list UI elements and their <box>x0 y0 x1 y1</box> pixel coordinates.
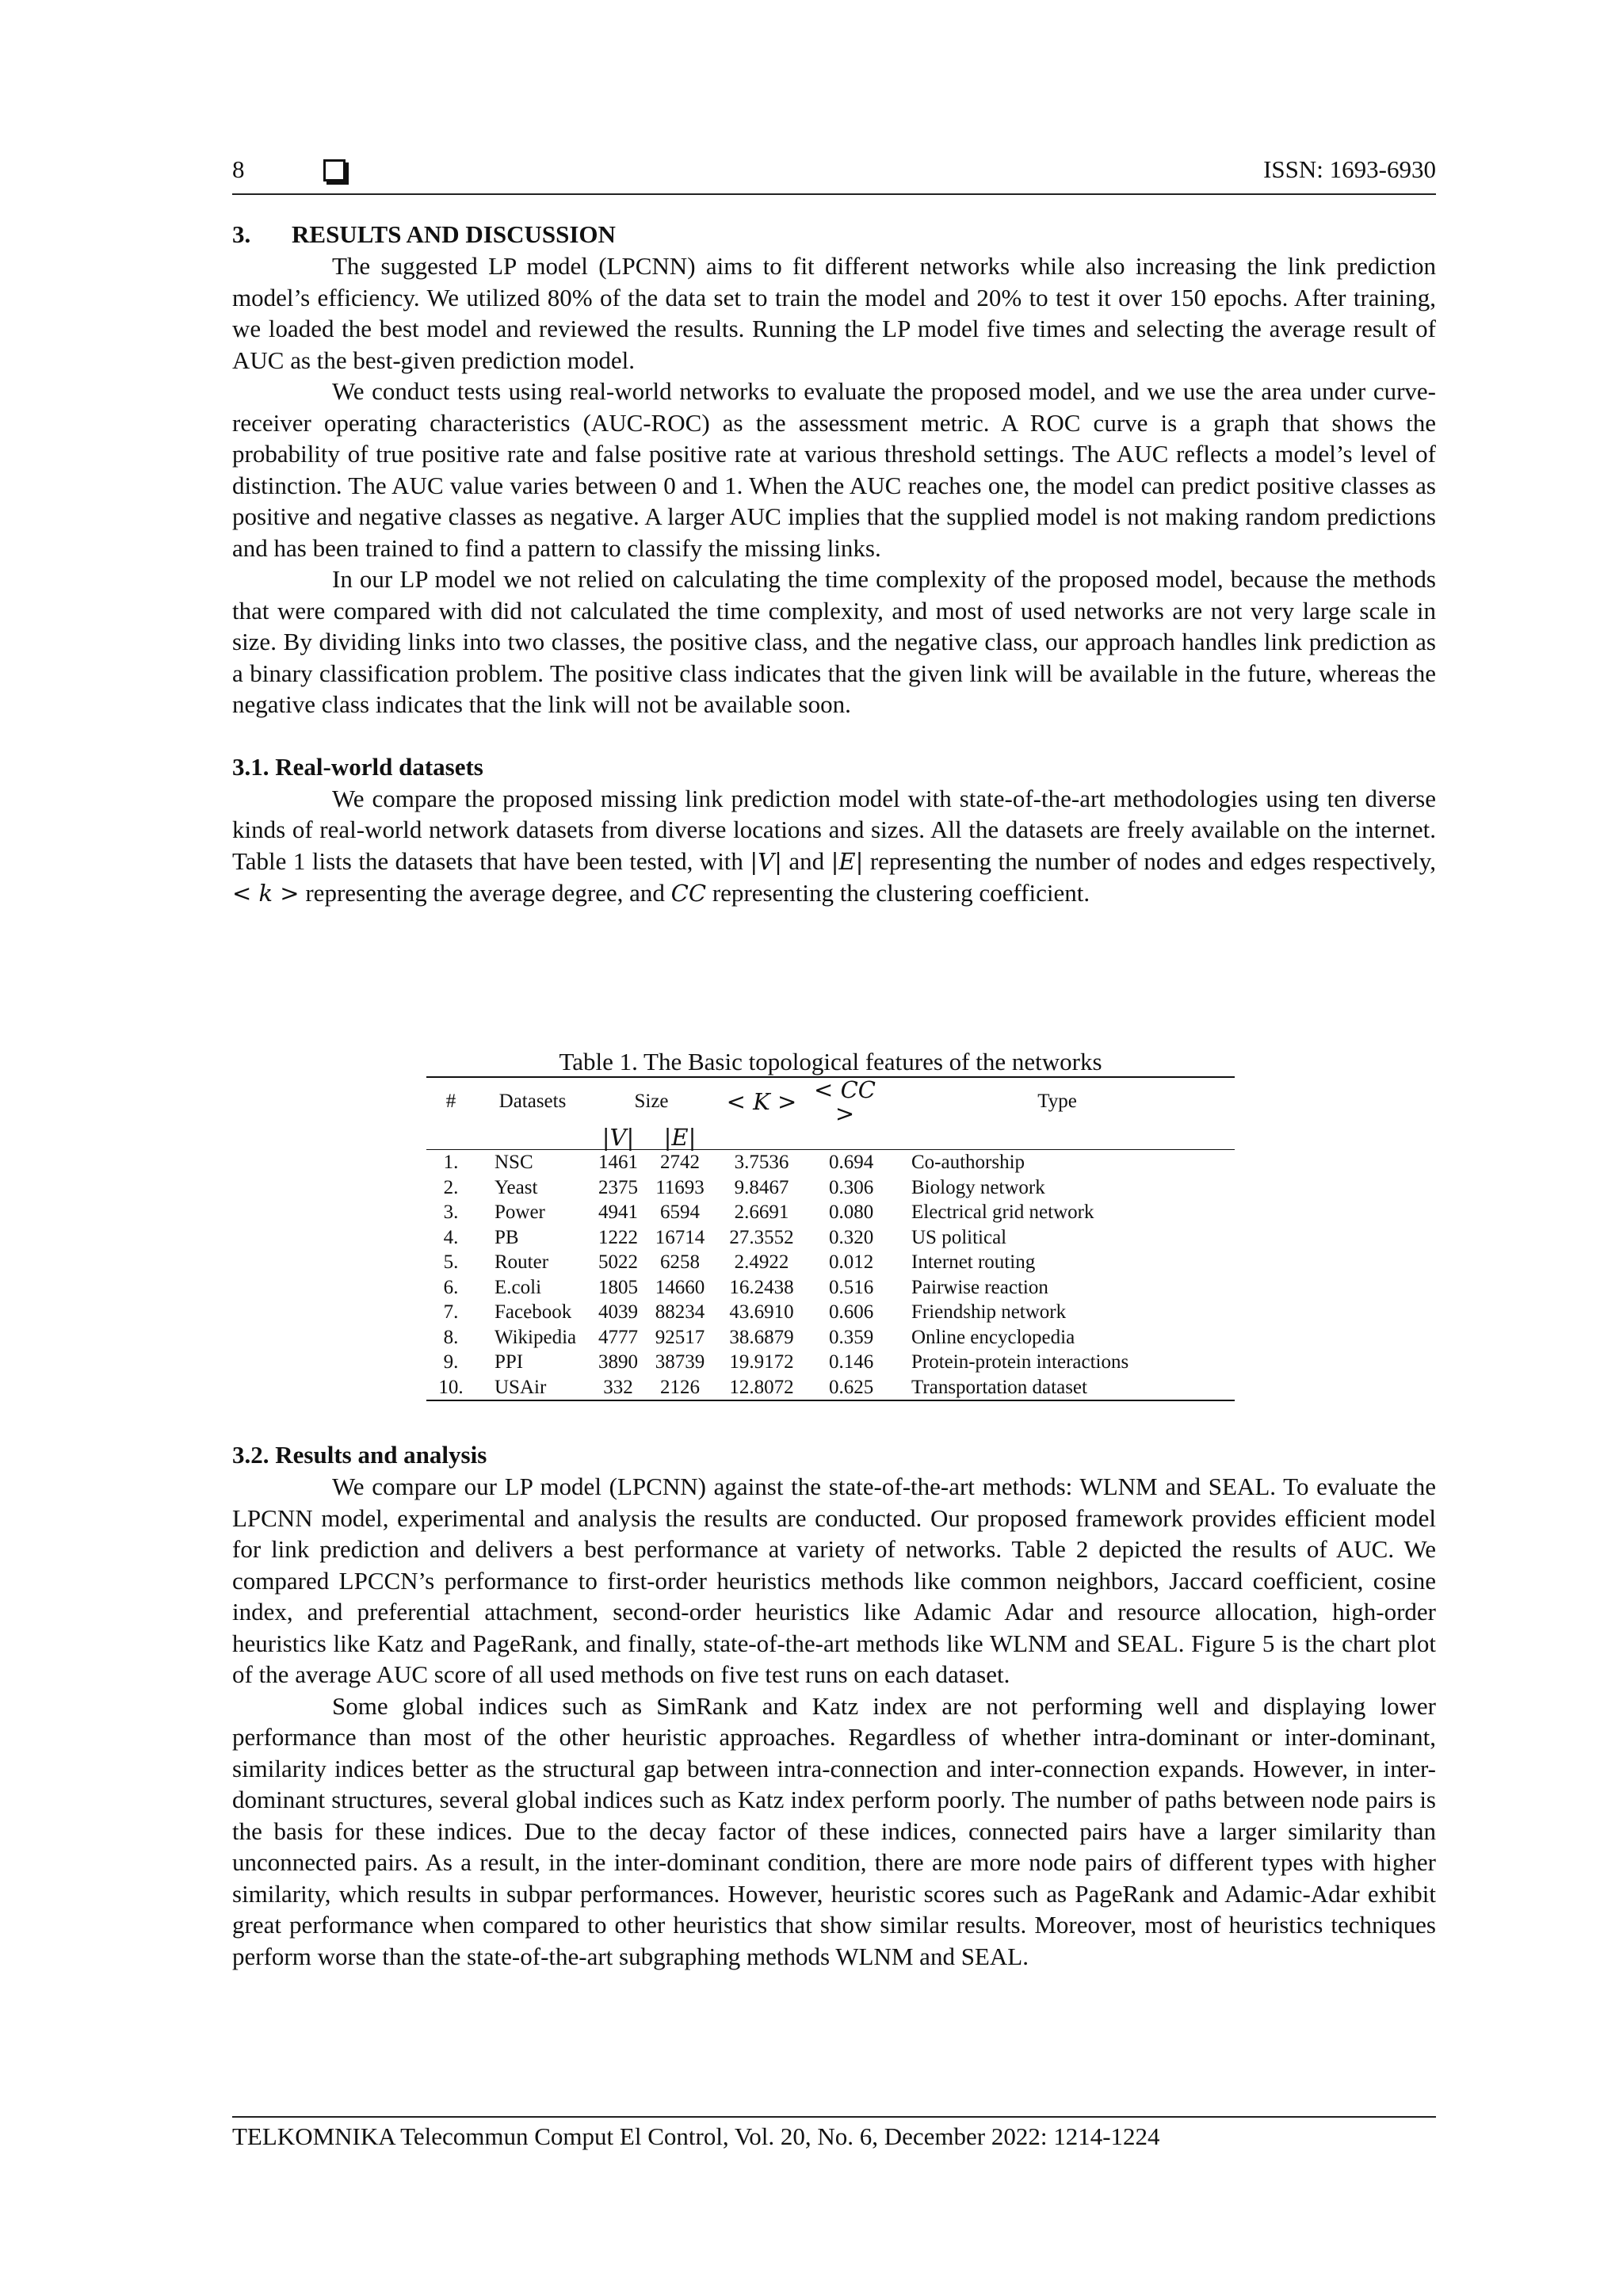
cell-e: 38739 <box>655 1351 705 1373</box>
header-v: |V| <box>590 1125 647 1150</box>
cell-type: Pairwise reaction <box>911 1276 1048 1298</box>
table-row <box>426 1375 1235 1401</box>
table-row <box>426 1150 1235 1175</box>
cell-type: US political <box>911 1226 1007 1248</box>
results-content <box>232 1439 1436 1972</box>
cell-name: E.coli <box>495 1276 542 1298</box>
cell-type: Online encyclopedia <box>911 1326 1075 1348</box>
table-row <box>426 1175 1235 1201</box>
cell-e: 88234 <box>655 1301 705 1323</box>
cell-num: 2. <box>443 1176 459 1198</box>
paragraph-intro-2: We conduct tests using real-world networks to evaluate the proposed model, and we use the area under curve-receiver operating characteristics (AUC-ROC) as the assessment metric. A ROC curve is a graph that shows the probability of true positive rate and false positive rate at various threshold settings. The AUC reflects a model’s level of distinction. The AUC value varies between 0 and 1. When the AUC reaches one, the model can predict positive classes as positive and negative classes as negative. A larger AUC implies that the supplied model is not making random predictions and has been trained to find a pattern to classify the missing links. <box>232 377 1436 562</box>
cell-name: USAir <box>495 1376 547 1398</box>
table-row <box>426 1225 1235 1251</box>
cell-type: Transportation dataset <box>911 1376 1087 1398</box>
text-part: We compare the proposed missing link prediction model with state-of-the-art methodologies using ten diverse kinds of real-world network datasets from diverse locations and sizes. All the datasets are freely available on the internet. Table 1 lists the datasets that have been tested, with <box>232 784 1436 875</box>
cell-num: 10. <box>438 1376 464 1398</box>
cell-v: 4039 <box>598 1301 638 1323</box>
table1-block <box>426 1048 1235 1401</box>
header-num: # <box>445 1091 456 1112</box>
paragraph-datasets <box>232 783 1436 910</box>
cell-v: 3890 <box>598 1351 638 1373</box>
cell-k: 38.6879 <box>729 1326 794 1348</box>
cell-k: 19.9172 <box>729 1351 794 1373</box>
text-part: representing the average degree, and <box>299 879 671 907</box>
paragraph-results-2: Some global indices such as SimRank and Katz index are not performing well and displaying lower performance than most of the other heuristic approaches. Regardless of whether intra-dominant or inter-dominant, similarity indices better as the structural gap between intra-connection and inter-connection expands. However, in inter-dominant structures, several global indices such as Katz index perform poorly. The number of paths between node pairs is the basis for these indices. Due to the decay factor of these indices, connected pairs have a larger similarity than unconnected pairs. As a result, in the inter-dominant condition, there are more node pairs of different types with higher similarity, which results in subpar performances. However, heuristic scores such as PageRank and Adamic-Adar exhibit great performance when compared to other heuristics that show similar results. Moreover, most of heuristics techniques perform worse than the state-of-the-art subgraphing methods WLNM and SEAL. <box>232 1691 1436 1970</box>
cell-v: 5022 <box>598 1251 638 1273</box>
table-subheader-row <box>426 1125 1235 1150</box>
page-footer: TELKOMNIKA Telecommun Comput El Control, Vol. 20, No. 6, December 2022: 1214-1224 <box>232 2116 1436 2151</box>
cell-k: 16.2438 <box>729 1276 794 1298</box>
cell-num: 5. <box>443 1251 459 1273</box>
table-row <box>426 1325 1235 1350</box>
paragraph-intro-3: In our LP model we not relied on calculating the time complexity of the proposed model, because the methods that were compared with did not calculated the time complexity, and most of used networks are not very large scale in size. By dividing links into two classes, the positive class, and the negative class, our approach handles link prediction as a binary classification problem. The positive class indicates that the given link will be available in the future, whereas the negative class indicates that the link will not be available soon. <box>232 565 1436 718</box>
table-row <box>426 1200 1235 1225</box>
cell-k: 9.8467 <box>734 1176 789 1198</box>
cell-type: Protein-protein interactions <box>911 1351 1129 1373</box>
cell-num: 4. <box>443 1226 459 1248</box>
subsection-heading-results: 3.2. Results and analysis <box>232 1441 487 1469</box>
text-part: representing the clustering coefficient. <box>706 879 1090 907</box>
cell-e: 2126 <box>660 1376 700 1398</box>
cell-cc: 0.606 <box>829 1301 874 1323</box>
cell-v: 1222 <box>598 1226 638 1248</box>
symbol-cc: CC <box>670 880 707 907</box>
page-number: 8 <box>232 155 245 183</box>
section-number: 3. <box>232 220 251 248</box>
cell-cc: 0.080 <box>829 1201 874 1223</box>
cell-k: 12.8072 <box>729 1376 794 1398</box>
cell-type: Biology network <box>911 1176 1045 1198</box>
subsection-heading-datasets: 3.1. Real-world datasets <box>232 752 483 781</box>
cell-e: 11693 <box>655 1176 705 1198</box>
symbol-k: < k > <box>232 880 300 907</box>
text-part: representing the number of nodes and edges respectively, <box>863 846 1436 875</box>
table-header-row <box>426 1077 1235 1125</box>
table-caption: Table 1. The Basic topological features of the networks <box>559 1048 1102 1075</box>
cell-k: 2.6691 <box>734 1201 789 1223</box>
cell-e: 92517 <box>655 1326 705 1348</box>
issn-label: ISSN: 1693-6930 <box>1263 155 1436 183</box>
section-heading-results <box>232 219 1436 250</box>
table-row <box>426 1300 1235 1325</box>
cell-cc: 0.694 <box>829 1152 874 1173</box>
cell-cc: 0.516 <box>829 1276 874 1298</box>
cell-v: 1805 <box>598 1276 638 1298</box>
paragraph-results-1: We compare our LP model (LPCNN) against the state-of-the-art methods: WLNM and SEAL. To evaluate the LPCNN model, experimental and analysis the results are conducted. Our proposed framework provides efficient model for link prediction and delivers a best performance at variety of networks. Table 2 depicted the results of AUC. We compared LPCCN’s performance to first-order heuristics methods like common neighbors, Jaccard coefficient, cosine index, and preferential attachment, second-order heuristics like Adamic Adar and resource allocation, high-order heuristics like Katz and PageRank, and finally, state-of-the-art methods like WLNM and SEAL. Figure 5 is the chart plot of the average AUC score of all used methods on five test runs on each dataset. <box>232 1473 1436 1688</box>
paragraph-intro-1: The suggested LP model (LPCNN) aims to fit different networks while also increasing the link prediction model’s efficiency. We utilized 80% of the data set to train the model and 20% to test it over 150 epochs. After training, we loaded the best model and reviewed the results. Running the LP model five times and selecting the average result of AUC as the best-given prediction model. <box>232 252 1436 374</box>
cell-type: Co-authorship <box>911 1152 1025 1173</box>
cell-cc: 0.146 <box>829 1351 874 1373</box>
cell-e: 14660 <box>655 1276 705 1298</box>
cell-v: 4777 <box>598 1326 638 1348</box>
symbol-v: |V| <box>750 847 782 875</box>
cell-cc: 0.625 <box>829 1376 874 1398</box>
cell-num: 6. <box>443 1276 459 1298</box>
cell-name: Power <box>495 1201 545 1223</box>
header-k: < K > <box>726 1088 797 1115</box>
table-row <box>426 1350 1235 1375</box>
cell-name: Wikipedia <box>495 1326 577 1348</box>
cell-v: 2375 <box>598 1176 638 1198</box>
cell-k: 2.4922 <box>734 1251 789 1273</box>
cell-num: 3. <box>443 1201 459 1223</box>
cell-num: 1. <box>443 1152 459 1173</box>
cell-name: Router <box>495 1251 549 1273</box>
cell-cc: 0.320 <box>829 1226 874 1248</box>
header-cc: < CC > <box>814 1076 876 1127</box>
cell-v: 4941 <box>598 1201 638 1223</box>
cell-name: PB <box>495 1226 519 1248</box>
cell-v: 332 <box>603 1376 633 1398</box>
cell-v: 1461 <box>598 1152 638 1173</box>
cell-cc: 0.359 <box>829 1326 874 1348</box>
square-box-icon <box>323 159 346 181</box>
cell-cc: 0.012 <box>829 1251 874 1273</box>
table-body <box>426 1150 1235 1401</box>
cell-name: Yeast <box>495 1176 538 1198</box>
table-row <box>426 1275 1235 1301</box>
cell-name: Facebook <box>495 1301 572 1323</box>
header-size: Size <box>634 1091 669 1112</box>
cell-type: Friendship network <box>911 1301 1067 1323</box>
cell-name: PPI <box>495 1351 524 1373</box>
symbol-e: |E| <box>831 847 864 875</box>
text-part: and <box>781 846 831 875</box>
header-type: Type <box>1037 1091 1077 1112</box>
features-table <box>426 1076 1235 1401</box>
cell-k: 43.6910 <box>729 1301 794 1323</box>
cell-num: 7. <box>443 1301 459 1323</box>
cell-e: 6258 <box>660 1251 700 1273</box>
main-content <box>232 219 1436 910</box>
cell-cc: 0.306 <box>829 1176 874 1198</box>
header-datasets: Datasets <box>498 1091 567 1112</box>
cell-e: 16714 <box>655 1226 705 1248</box>
cell-num: 8. <box>443 1326 459 1348</box>
page-header <box>232 155 1436 195</box>
cell-name: NSC <box>495 1152 533 1173</box>
cell-e: 6594 <box>660 1201 700 1223</box>
cell-k: 27.3552 <box>729 1226 794 1248</box>
cell-num: 9. <box>443 1351 459 1373</box>
header-e: |E| <box>647 1125 713 1150</box>
table-row <box>426 1250 1235 1275</box>
cell-type: Internet routing <box>911 1251 1036 1273</box>
cell-type: Electrical grid network <box>911 1201 1094 1223</box>
cell-e: 2742 <box>660 1152 700 1173</box>
cell-k: 3.7536 <box>734 1152 789 1173</box>
section-title: RESULTS AND DISCUSSION <box>292 220 616 248</box>
